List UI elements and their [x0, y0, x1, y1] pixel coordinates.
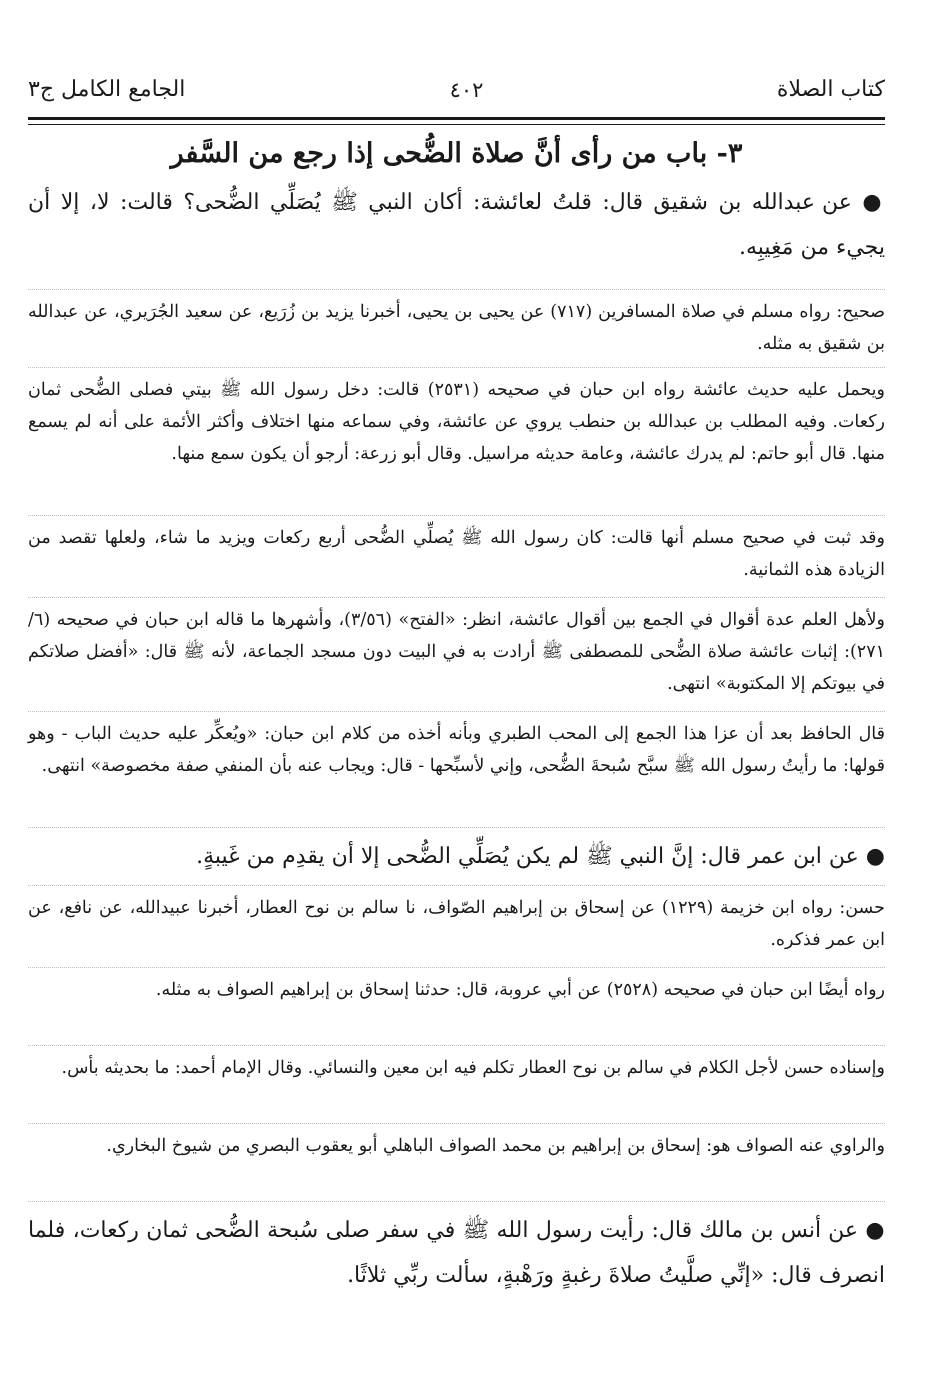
commentary-paragraph: ويحمل عليه حديث عائشة رواه ابن حبان في صحيحه (٢٥٣١) قالت: دخل رسول الله ﷺ بيتي فصلى الضُّحى ثمان ركعات. وفيه المطلب بن عبدالله بن حنطب يروي عن عائشة، وفي سماعه منها اختلاف وأكثر الأئمة على أنه لم يسمع منها. قال أبو حاتم: لم يدرك عائشة، وعامة حديثه مراسيل. وقال أبو زرعة: أرجو أن يكون سمع منها. [28, 380, 885, 464]
header-rule-thin [28, 124, 885, 125]
hadith-text [28, 180, 885, 282]
running-header-book-title: الجامع الكامل ج٣ [28, 77, 186, 102]
divider [28, 515, 885, 516]
commentary-paragraph: ولأهل العلم عدة أقوال في الجمع بين أقوال عائشة، انظر: «الفتح» (٣/٥٦)، وأشهرها ما قاله ابن حبان في صحيحه (٦/ ٢٧١): إثبات عائشة صلاة الضُّحى للمصطفى ﷺ أرادت به في البيت دون مسجد الجماعة، لأنه ﷺ قال: «أفضل صلاتكم في بيوتكم إلا المكتوبة» انتهى. [28, 610, 885, 694]
hadith-body: عن ابن عمر قال: إنَّ النبي ﷺ لم يكن يُصَلِّي الضُّحى إلا أن يقدِم من غَيبةٍ. [196, 844, 859, 869]
divider [28, 597, 885, 598]
running-header-section: كتاب الصلاة [776, 77, 885, 102]
divider [28, 711, 885, 712]
hadith-text [28, 1208, 885, 1304]
commentary-paragraph: والراوي عنه الصواف هو: إسحاق بن إبراهيم بن محمد الصواف الباهلي أبو يعقوب البصري من شيوخ البخاري. [106, 1136, 885, 1156]
divider [28, 827, 885, 828]
divider [28, 1045, 885, 1046]
divider [28, 1201, 885, 1202]
divider [28, 885, 885, 886]
page-number: ٤٠٢ [449, 78, 484, 102]
hadith-text [28, 834, 885, 878]
commentary-paragraph: صحيح: رواه مسلم في صلاة المسافرين (٧١٧) عن يحيى بن يحيى، أخبرنا يزيد بن زُرَيع، عن سعيد الجُرَيري، عن عبدالله بن شقيق به مثله. [28, 302, 885, 354]
bullet-icon: ● [865, 843, 885, 869]
hadith-body: عن أنس بن مالك قال: رأيت رسول الله ﷺ في سفر صلى سُبحة الضُّحى ثمان ركعات، فلما انصرف قال: «إنِّي صلَّيتُ صلاةَ رغبةٍ ورَهْبةٍ، سألت ربِّي ثلاثًا. [28, 1218, 885, 1288]
bullet-icon: ● [865, 1217, 885, 1243]
commentary-paragraph: قال الحافظ بعد أن عزا هذا الجمع إلى المحب الطبري وبأنه أخذه من كلام ابن حبان: «ويُعكِّر عليه حديث الباب - وهو قولها: ما رأيتُ رسول الله ﷺ سبَّح سُبحةَ الضُّحى، وإني لأسبِّحها - قال: ويجاب عنه بأن المنفي صفة مخصوصة» انتهى. [28, 724, 885, 776]
page-body [28, 132, 885, 1304]
divider [28, 1123, 885, 1124]
divider [28, 967, 885, 968]
commentary-paragraph: وإسناده حسن لأجل الكلام في سالم بن نوح العطار تكلم فيه ابن معين والنسائي. وقال الإمام أحمد: ما بحديثه بأس. [61, 1058, 885, 1078]
bullet-icon: ● [862, 189, 885, 215]
divider [28, 367, 885, 368]
hadith-body: عن عبدالله بن شقيق قال: قلتُ لعائشة: أكان النبي ﷺ يُصَلِّي الضُّحى؟ قالت: لا، إلا أن يجيء من مَغِيبِه. [28, 190, 885, 260]
commentary-paragraph: حسن: رواه ابن خزيمة (١٢٢٩) عن إسحاق بن إبراهيم الصّواف، نا سالم بن نوح العطار، أخبرنا عبيدالله، عن نافع، عن ابن عمر فذكره. [28, 898, 885, 950]
commentary-paragraph: رواه أيضًا ابن حبان في صحيحه (٢٥٢٨) عن أبي عروبة، قال: حدثنا إسحاق بن إبراهيم الصواف به مثله. [155, 980, 885, 1000]
chapter-title: ٣- باب من رأى أنَّ صلاة الضُّحى إذا رجع من السَّفر [170, 138, 743, 169]
commentary-paragraph: وقد ثبت في صحيح مسلم أنها قالت: كان رسول الله ﷺ يُصلِّي الضُّحى أربع ركعات ويزيد ما شاء، ولعلها تقصد من الزيادة هذه الثمانية. [28, 528, 885, 580]
divider [28, 289, 885, 290]
header-rule-thick [28, 117, 885, 120]
